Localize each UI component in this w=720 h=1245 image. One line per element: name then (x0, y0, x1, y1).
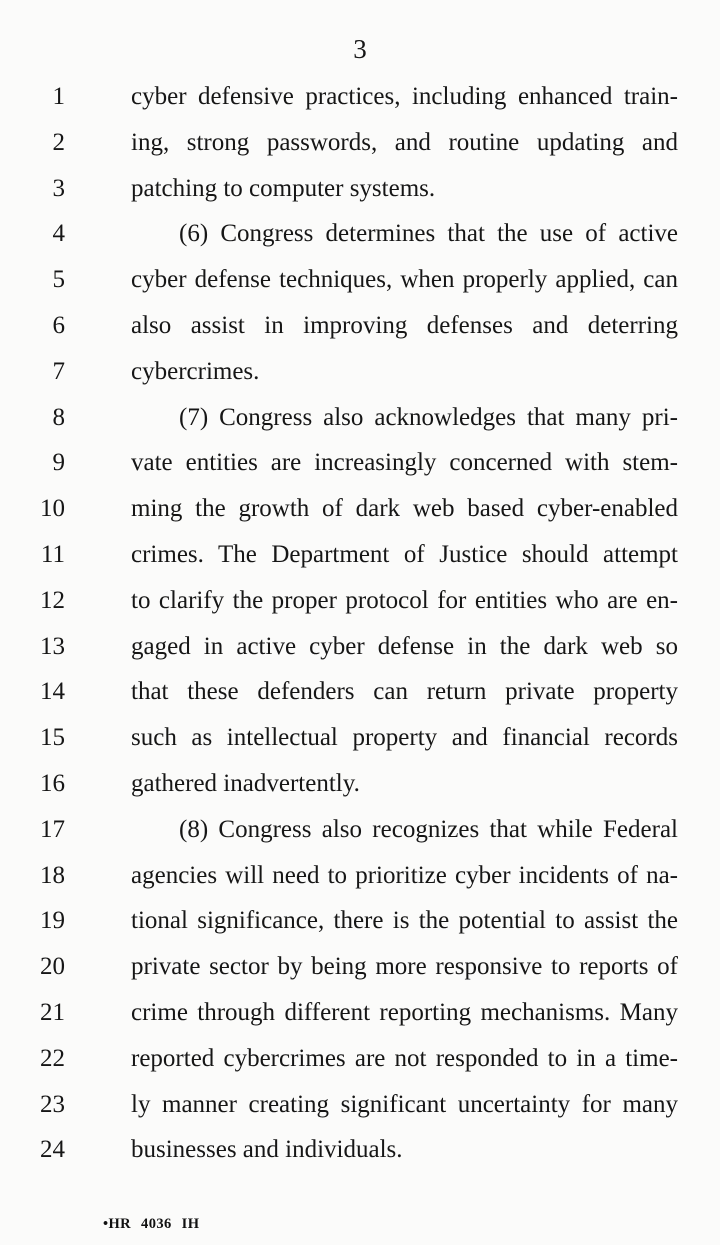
text-line (0, 715, 720, 761)
line-text: tional significance, there is the potential to assist the (131, 907, 678, 935)
line-text: (6) Congress determines that the use of active (179, 220, 678, 248)
line-text: patching to computer systems. (131, 174, 436, 202)
line-text: private sector by being more responsive to reports of (131, 953, 678, 981)
line-number: 8 (52, 403, 65, 431)
line-number: 5 (52, 266, 65, 294)
line-number: 6 (52, 311, 65, 339)
text-line (0, 166, 720, 212)
text-line (0, 211, 720, 257)
text-line (0, 1082, 720, 1128)
line-number: 2 (52, 128, 65, 156)
text-line (0, 578, 720, 624)
text-line (0, 257, 720, 303)
line-text: crimes. The Department of Justice should attempt (131, 540, 678, 568)
line-number: 14 (40, 678, 65, 706)
line-number: 20 (40, 953, 65, 981)
line-text: that these defenders can return private property (131, 678, 678, 706)
text-line (0, 853, 720, 899)
line-number: 12 (40, 586, 65, 614)
line-number: 7 (52, 357, 65, 385)
line-text: such as intellectual property and financial records (131, 724, 678, 752)
line-number: 17 (40, 815, 65, 843)
line-number: 23 (40, 1090, 65, 1118)
text-line (0, 486, 720, 532)
line-text: gaged in active cyber defense in the dark web so (131, 632, 678, 660)
text-line (0, 1127, 720, 1173)
line-number: 9 (52, 449, 65, 477)
line-number: 11 (40, 540, 65, 568)
text-line (0, 669, 720, 715)
text-line (0, 120, 720, 166)
text-line (0, 1036, 720, 1082)
text-line (0, 944, 720, 990)
text-line (0, 990, 720, 1036)
text-line (0, 440, 720, 486)
line-text: cybercrimes. (131, 357, 260, 385)
text-line (0, 395, 720, 441)
bill-footer-slug: •HR 4036 IH (103, 1216, 200, 1232)
text-line (0, 74, 720, 120)
text-line (0, 532, 720, 578)
text-line (0, 807, 720, 853)
line-text: to clarify the proper protocol for entities who are en- (131, 586, 678, 614)
line-text: crime through different reporting mechanisms. Many (131, 998, 678, 1026)
line-text: agencies will need to prioritize cyber incidents of na- (131, 861, 678, 889)
line-text: vate entities are increasingly concerned with stem- (131, 449, 678, 477)
line-number: 24 (40, 1136, 65, 1164)
text-line (0, 349, 720, 395)
bill-text-body (0, 74, 720, 1173)
line-text: gathered inadvertently. (131, 769, 360, 797)
text-line (0, 624, 720, 670)
line-text: (8) Congress also recognizes that while Federal (179, 815, 678, 843)
line-number: 4 (52, 220, 65, 248)
line-number: 16 (40, 769, 65, 797)
line-text: cyber defensive practices, including enhanced train- (131, 83, 678, 110)
page-number: 3 (353, 34, 367, 64)
line-number: 15 (40, 724, 65, 752)
text-line (0, 761, 720, 807)
line-number: 1 (52, 83, 65, 110)
line-text: (7) Congress also acknowledges that many pri- (179, 403, 678, 431)
text-line (0, 898, 720, 944)
line-number: 3 (52, 174, 65, 202)
line-number: 19 (40, 907, 65, 935)
line-text: ing, strong passwords, and routine updating and (131, 128, 678, 156)
line-text: ming the growth of dark web based cyber-enabled (131, 495, 678, 523)
line-number: 21 (40, 998, 65, 1026)
line-number: 22 (40, 1044, 65, 1072)
line-number: 10 (40, 495, 65, 523)
line-text: also assist in improving defenses and deterring (131, 311, 678, 339)
text-line (0, 303, 720, 349)
line-text: businesses and individuals. (131, 1136, 403, 1164)
line-number: 18 (40, 861, 65, 889)
line-text: reported cybercrimes are not responded to in a time- (131, 1044, 678, 1072)
line-text: cyber defense techniques, when properly applied, can (131, 266, 678, 294)
line-text: ly manner creating significant uncertainty for many (131, 1090, 678, 1118)
line-number: 13 (40, 632, 65, 660)
